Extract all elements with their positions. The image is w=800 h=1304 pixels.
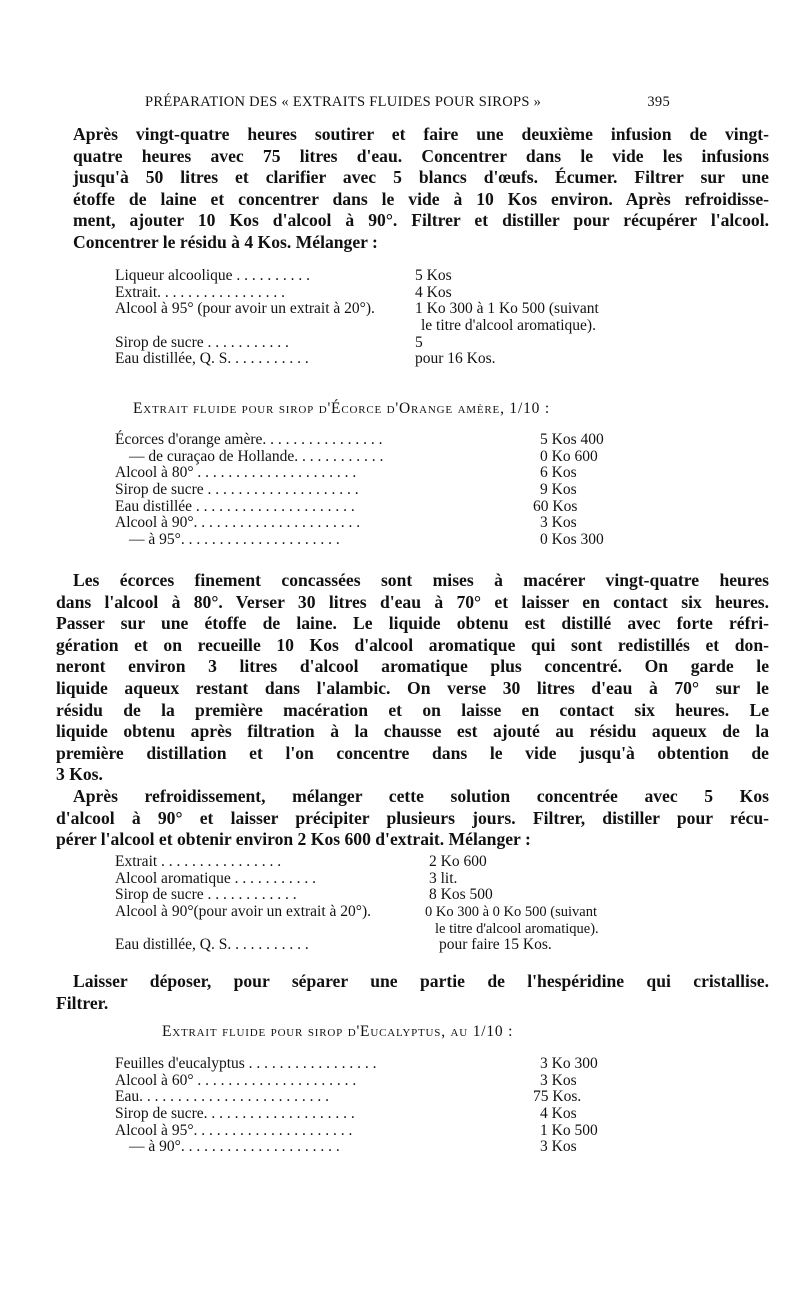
quantity: 4 Kos	[415, 283, 452, 301]
quantity: le titre d'alcool aromatique).	[421, 317, 596, 335]
ingredient: Sirop de sucre . . . . . . . . . . .	[115, 333, 289, 351]
table-row	[115, 532, 635, 549]
paragraph-2	[56, 570, 769, 786]
ingredient: Alcool à 95°. . . . . . . . . . . . . . . . . . . . .	[115, 1121, 353, 1139]
paragraph-3	[56, 786, 769, 851]
table-row	[115, 1139, 635, 1156]
quantity: 5 Kos	[415, 267, 452, 284]
quantity: pour 16 Kos.	[415, 350, 496, 368]
text-line: Concentrer le résidu à 4 Kos. Mélanger :	[73, 231, 378, 252]
quantity: 75 Kos.	[533, 1088, 582, 1106]
header-title: PRÉPARATION DES « EXTRAITS FLUIDES POUR SIROPS »	[145, 94, 542, 110]
ingredient: Feuilles d'eucalyptus . . . . . . . . . . . . . . . . .	[115, 1055, 377, 1072]
ingredient: Eau. . . . . . . . . . . . . . . . . . . . . . . . .	[115, 1088, 329, 1106]
section-title-orange: Extrait fluide pour sirop d'Écorce d'Orange amère, 1/10 :	[133, 400, 550, 417]
quantity: 0 Ko 600	[540, 447, 598, 465]
ingredient: Eau distillée . . . . . . . . . . . . . . . . . . . . .	[115, 497, 355, 515]
text-line: pérer l'alcool et obtenir environ 2 Kos 600 d'extrait. Mélanger :	[56, 829, 531, 850]
table-row	[115, 871, 675, 888]
table-row	[115, 465, 635, 482]
paragraph-1	[73, 124, 769, 254]
table-row	[115, 499, 635, 516]
paragraph-4	[56, 971, 769, 1014]
text-line: Après vingt-quatre heures soutirer et faire une deuxième infusion de vingt-	[73, 124, 769, 144]
recipe-table-3	[115, 854, 675, 954]
text-line: étoffe de laine et concentrer dans le vide à 10 Kos environ. Après refroidisse-	[73, 188, 769, 209]
text-line: neront environ 3 litres d'alcool aromatique plus concentré. On garde le	[56, 656, 769, 677]
quantity: 60 Kos	[533, 497, 578, 515]
text-line: Les écorces finement concassées sont mises à macérer vingt-quatre heures	[73, 570, 769, 590]
table-row	[115, 887, 675, 904]
table-row	[115, 921, 675, 938]
recipe-table-2	[115, 432, 635, 549]
quantity: 1 Ko 500	[540, 1121, 598, 1139]
text-line: Après refroidissement, mélanger cette solution concentrée avec 5 Kos	[73, 786, 769, 806]
text-line: Laisser déposer, pour séparer une partie de l'hespéridine qui cristallise.	[73, 971, 769, 991]
ingredient: Alcool à 95° (pour avoir un extrait à 20°).	[115, 300, 375, 318]
quantity: 3 Kos	[540, 514, 577, 532]
text-line: 3 Kos.	[56, 764, 103, 785]
quantity: 8 Kos 500	[429, 886, 493, 904]
recipe-table-4	[115, 1056, 635, 1156]
running-header	[145, 94, 670, 111]
text-line: jusqu'à 50 litres et clarifier avec 5 blancs d'œufs. Écumer. Filtrer sur une	[73, 167, 769, 188]
table-row	[115, 449, 635, 466]
quantity: 5 Kos 400	[540, 431, 604, 448]
quantity: 3 Kos	[540, 1138, 577, 1156]
table-row	[115, 335, 655, 352]
quantity: 3 lit.	[429, 869, 458, 887]
ingredient: Alcool aromatique . . . . . . . . . . .	[115, 869, 317, 887]
ingredient: Extrait . . . . . . . . . . . . . . . .	[115, 853, 282, 870]
quantity: 6 Kos	[540, 464, 577, 482]
quantity: 4 Kos	[540, 1105, 577, 1123]
quantity: 9 Kos	[540, 481, 577, 499]
table-row	[115, 1056, 635, 1073]
table-row	[115, 482, 635, 499]
table-row	[115, 937, 675, 954]
quantity: 1 Ko 300 à 1 Ko 500 (suivant	[415, 300, 599, 318]
ingredient: — à 90°. . . . . . . . . . . . . . . . . . . . .	[129, 1138, 340, 1156]
ingredient: Liqueur alcoolique . . . . . . . . . .	[115, 267, 310, 284]
ingredient: Alcool à 90°(pour avoir un extrait à 20°).	[115, 903, 372, 921]
text-line: ment, ajouter 10 Kos d'alcool à 90°. Filtrer et distiller pour récupérer l'alcool.	[73, 210, 769, 231]
text-line: dans l'alcool à 80°. Verser 30 litres d'eau à 70° et laisser en contact six heures.	[56, 591, 769, 612]
table-row	[115, 1106, 635, 1123]
ingredient: Écorces d'orange amère. . . . . . . . . . . . . . . .	[115, 431, 383, 448]
ingredient: — à 95°. . . . . . . . . . . . . . . . . . . . .	[129, 531, 340, 549]
text-line: gération et on recueille 10 Kos d'alcool aromatique qui sont redistillés et don-	[56, 634, 769, 655]
table-row	[115, 1089, 635, 1106]
quantity: 3 Ko 300	[540, 1055, 598, 1072]
ingredient: Alcool à 60° . . . . . . . . . . . . . . . . . . . . .	[115, 1071, 357, 1089]
quantity: le titre d'alcool aromatique).	[435, 920, 599, 937]
table-row	[115, 515, 635, 532]
page-number: 395	[647, 94, 670, 110]
section-title-eucalyptus: Extrait fluide pour sirop d'Eucalyptus, au 1/10 :	[162, 1023, 514, 1040]
table-row	[115, 285, 655, 302]
text-line: liquide aqueux restant dans l'alambic. On verse 30 litres d'eau à 70° sur le	[56, 677, 769, 698]
text-line: Passer sur une étoffe de laine. Le liquide obtenu est distillé avec forte réfri-	[56, 613, 769, 634]
ingredient: Sirop de sucre . . . . . . . . . . . .	[115, 886, 297, 904]
table-row	[115, 854, 675, 871]
ingredient: Eau distillée, Q. S. . . . . . . . . . .	[115, 350, 309, 368]
table-row	[115, 432, 635, 449]
text-line: première distillation et l'on concentre dans le vide jusqu'à obtention de	[56, 742, 769, 763]
table-row	[115, 268, 655, 285]
table-row	[115, 1073, 635, 1090]
text-line: résidu de la première macération et on laisse en contact six heures. Le	[56, 699, 769, 720]
quantity: 3 Kos	[540, 1071, 577, 1089]
quantity: 0 Kos 300	[540, 531, 604, 549]
table-row	[115, 351, 655, 368]
ingredient: Alcool à 90°. . . . . . . . . . . . . . . . . . . . . .	[115, 514, 361, 532]
quantity: 2 Ko 600	[429, 853, 487, 870]
table-row	[115, 318, 655, 335]
text-line: quatre heures avec 75 litres d'eau. Concentrer dans le vide les infusions	[73, 145, 769, 166]
ingredient: Eau distillée, Q. S. . . . . . . . . . .	[115, 936, 309, 954]
table-row	[115, 301, 655, 318]
ingredient: — de curaçao de Hollande. . . . . . . . . . . .	[129, 447, 384, 465]
ingredient: Extrait. . . . . . . . . . . . . . . . .	[115, 283, 286, 301]
ingredient: Sirop de sucre . . . . . . . . . . . . . . . . . . . .	[115, 481, 359, 499]
table-row	[115, 904, 675, 921]
recipe-table-1	[115, 268, 655, 368]
text-line: liquide obtenu après filtration à la chausse est ajouté au résidu aqueux de la	[56, 721, 769, 742]
ingredient: Alcool à 80° . . . . . . . . . . . . . . . . . . . . .	[115, 464, 357, 482]
quantity: 5	[415, 333, 423, 351]
ingredient: Sirop de sucre. . . . . . . . . . . . . . . . . . . .	[115, 1105, 355, 1123]
quantity: 0 Ko 300 à 0 Ko 500 (suivant	[425, 904, 597, 921]
text-line: d'alcool à 90° et laisser précipiter plusieurs jours. Filtrer, distiller pour récu-	[56, 807, 769, 828]
quantity: pour faire 15 Kos.	[439, 936, 552, 954]
table-row	[115, 1123, 635, 1140]
text-line: Filtrer.	[56, 992, 109, 1013]
